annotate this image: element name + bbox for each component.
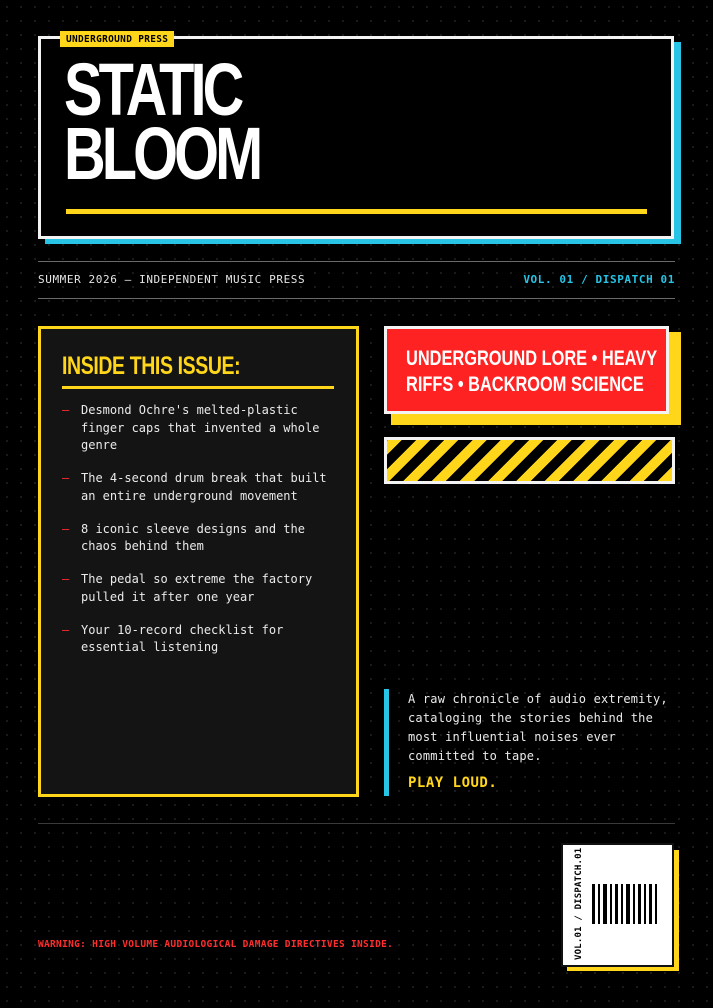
contents-list bbox=[62, 402, 337, 672]
list-item-text: The 4-second drum break that built an entire underground movement bbox=[81, 471, 327, 503]
masthead-rule bbox=[66, 209, 647, 214]
bullet-dash: — bbox=[62, 622, 70, 637]
title-line-2: BLOOM bbox=[64, 112, 260, 195]
bullet-dash: — bbox=[62, 403, 70, 417]
list-item bbox=[62, 470, 337, 505]
list-item bbox=[62, 571, 337, 606]
list-item-text: Desmond Ochre's melted-plastic finger caps that invented a whole genre bbox=[81, 403, 320, 452]
blurb-accent-bar bbox=[384, 689, 389, 796]
list-item-text: The pedal so extreme the factory pulled it after one year bbox=[81, 572, 313, 604]
list-item bbox=[62, 622, 337, 657]
list-item bbox=[62, 402, 337, 455]
call-to-action: PLAY LOUD. bbox=[408, 775, 498, 791]
magazine-title bbox=[64, 48, 260, 195]
contents-title: INSIDE THIS ISSUE: bbox=[62, 352, 241, 380]
warning-text: WARNING: HIGH VOLUME AUDIOLOGICAL DAMAGE DIRECTIVES INSIDE. bbox=[38, 939, 394, 950]
bullet-dash: — bbox=[62, 572, 70, 586]
list-item-text: Your 10-record checklist for essential listening bbox=[81, 622, 284, 654]
blurb-text: A raw chronicle of audio extremity, cataloging the stories behind the most influential noises ever committed to tape. bbox=[408, 692, 668, 763]
headline-text: UNDERGROUND LORE • HEAVY RIFFS • BACKROOM SCIENCE bbox=[406, 347, 657, 396]
bullet-dash: — bbox=[62, 471, 70, 485]
divider-bottom bbox=[38, 823, 675, 824]
divider-meta bbox=[38, 298, 675, 299]
contents-rule bbox=[62, 386, 334, 389]
publisher-tag: UNDERGROUND PRESS bbox=[60, 31, 174, 47]
divider-top bbox=[38, 261, 675, 262]
issue-season: SUMMER 2026 — INDEPENDENT MUSIC PRESS bbox=[38, 273, 306, 286]
list-item-text: 8 iconic sleeve designs and the chaos behind them bbox=[81, 521, 305, 553]
issue-volume: VOL. 01 / DISPATCH 01 bbox=[523, 273, 675, 286]
hazard-stripe-banner bbox=[384, 437, 675, 484]
title-line-1: STATIC bbox=[64, 48, 241, 131]
bullet-dash: — bbox=[62, 521, 70, 536]
barcode-icon bbox=[592, 884, 660, 924]
list-item bbox=[62, 521, 337, 556]
barcode-card-label: VOL.01 / DISPATCH.01 bbox=[574, 847, 584, 960]
